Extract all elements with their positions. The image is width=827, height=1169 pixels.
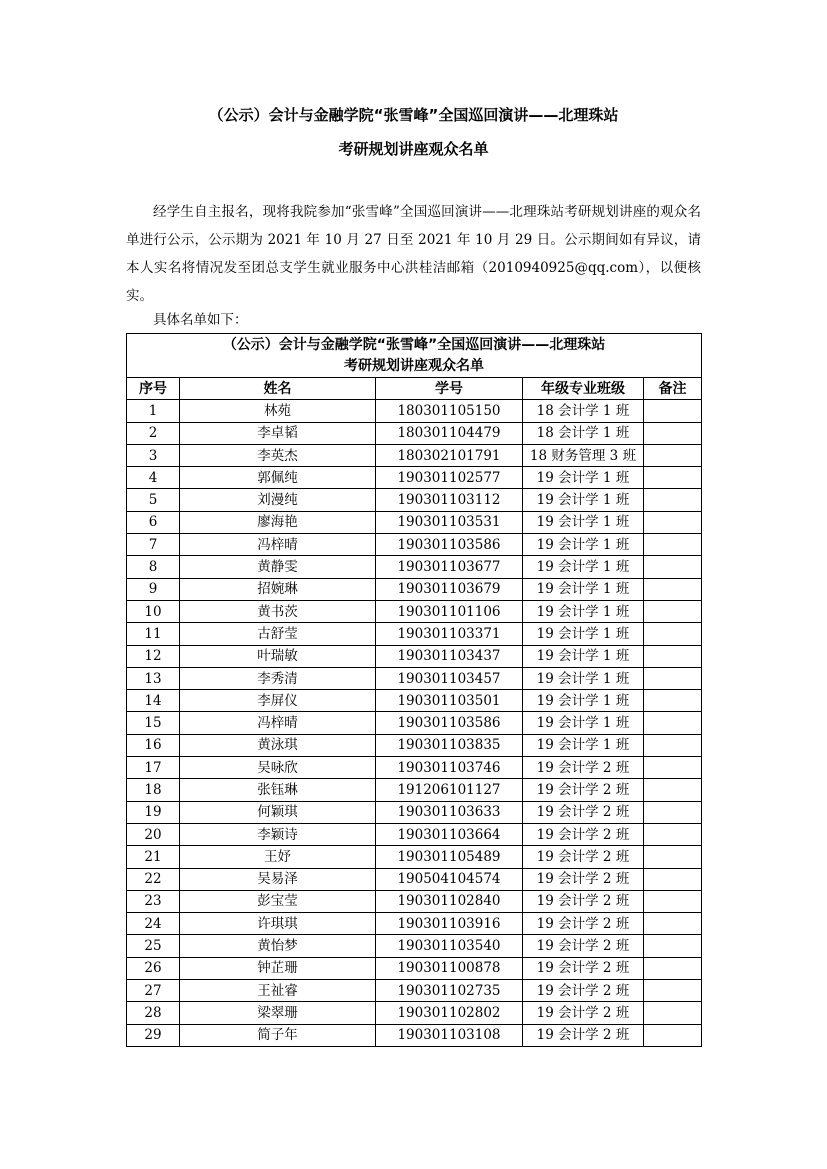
cell-note xyxy=(644,801,702,823)
cell-student-id: 190301103916 xyxy=(376,913,523,935)
intro-paragraph: 经学生自主报名，现将我院参加“张雪峰”全国巡回演讲——北理珠站考研规划讲座的观众名单进行公示，公示期为 2021 年 10 月 27 日至 2021 年 10 月 29 日。公示期间如有异议，请本人实名将情况发至团总支学生就业服务中心洪桂洁邮箱（2010940925@qq.com），以便核实。 xyxy=(126,204,701,304)
cell-note xyxy=(644,846,702,868)
cell-student-id: 190301102802 xyxy=(376,1002,523,1024)
cell-class: 19 会计学 1 班 xyxy=(523,489,644,511)
cell-no: 25 xyxy=(127,935,180,957)
cell-student-id: 190301105489 xyxy=(376,846,523,868)
cell-note xyxy=(644,712,702,734)
cell-class: 19 会计学 1 班 xyxy=(523,667,644,689)
cell-note xyxy=(644,823,702,845)
cell-name: 李英杰 xyxy=(180,444,376,466)
cell-no: 18 xyxy=(127,779,180,801)
cell-class: 18 会计学 1 班 xyxy=(523,422,644,444)
cell-student-id: 180301105150 xyxy=(376,400,523,422)
cell-name: 王祉睿 xyxy=(180,980,376,1002)
cell-no: 12 xyxy=(127,645,180,667)
cell-class: 19 会计学 2 班 xyxy=(523,823,644,845)
cell-no: 8 xyxy=(127,556,180,578)
table-row xyxy=(127,489,702,511)
cell-class: 19 会计学 2 班 xyxy=(523,846,644,868)
cell-no: 15 xyxy=(127,712,180,734)
cell-note xyxy=(644,511,702,533)
cell-no: 13 xyxy=(127,667,180,689)
cell-no: 10 xyxy=(127,600,180,622)
table-row xyxy=(127,422,702,444)
cell-note xyxy=(644,868,702,890)
cell-class: 19 会计学 1 班 xyxy=(523,600,644,622)
cell-class: 19 会计学 1 班 xyxy=(523,645,644,667)
cell-class: 19 会计学 2 班 xyxy=(523,980,644,1002)
cell-student-id: 180302101791 xyxy=(376,444,523,466)
cell-name: 李卓韬 xyxy=(180,422,376,444)
cell-note xyxy=(644,600,702,622)
cell-student-id: 180301104479 xyxy=(376,422,523,444)
header-class: 年级专业班级 xyxy=(523,378,644,400)
cell-class: 18 会计学 1 班 xyxy=(523,400,644,422)
table-title xyxy=(127,334,702,378)
cell-note xyxy=(644,890,702,912)
cell-note xyxy=(644,578,702,600)
page-subtitle: 考研规划讲座观众名单 xyxy=(338,140,489,158)
cell-name: 黄书茨 xyxy=(180,600,376,622)
cell-no: 23 xyxy=(127,890,180,912)
cell-note xyxy=(644,645,702,667)
cell-name: 黄泳琪 xyxy=(180,734,376,756)
table-row xyxy=(127,779,702,801)
cell-no: 28 xyxy=(127,1002,180,1024)
cell-class: 19 会计学 1 班 xyxy=(523,556,644,578)
cell-class: 19 会计学 1 班 xyxy=(523,712,644,734)
cell-student-id: 190301103586 xyxy=(376,534,523,556)
cell-no: 24 xyxy=(127,913,180,935)
table-row xyxy=(127,1024,702,1046)
cell-note xyxy=(644,1002,702,1024)
cell-class: 19 会计学 2 班 xyxy=(523,868,644,890)
cell-no: 17 xyxy=(127,757,180,779)
cell-name: 李秀清 xyxy=(180,667,376,689)
cell-name: 黄怡梦 xyxy=(180,935,376,957)
table-row xyxy=(127,1002,702,1024)
cell-class: 19 会计学 2 班 xyxy=(523,757,644,779)
cell-name: 郭佩纯 xyxy=(180,467,376,489)
header-no: 序号 xyxy=(127,378,180,400)
cell-note xyxy=(644,957,702,979)
table-header-row xyxy=(127,378,702,400)
cell-note xyxy=(644,935,702,957)
cell-student-id: 190301101106 xyxy=(376,600,523,622)
cell-class: 19 会计学 1 班 xyxy=(523,511,644,533)
cell-no: 5 xyxy=(127,489,180,511)
cell-no: 1 xyxy=(127,400,180,422)
table-row xyxy=(127,913,702,935)
cell-name: 许琪琪 xyxy=(180,913,376,935)
cell-note xyxy=(644,690,702,712)
cell-note xyxy=(644,667,702,689)
table-row xyxy=(127,623,702,645)
cell-name: 冯梓晴 xyxy=(180,712,376,734)
table-row xyxy=(127,801,702,823)
cell-class: 19 会计学 1 班 xyxy=(523,734,644,756)
cell-no: 6 xyxy=(127,511,180,533)
cell-student-id: 190301103540 xyxy=(376,935,523,957)
table-row xyxy=(127,511,702,533)
cell-note xyxy=(644,422,702,444)
table-row xyxy=(127,868,702,890)
table-row xyxy=(127,690,702,712)
cell-class: 19 会计学 2 班 xyxy=(523,1024,644,1046)
cell-no: 26 xyxy=(127,957,180,979)
cell-name: 钟芷珊 xyxy=(180,957,376,979)
cell-note xyxy=(644,489,702,511)
cell-name: 黄静雯 xyxy=(180,556,376,578)
cell-name: 王妤 xyxy=(180,846,376,868)
table-row xyxy=(127,556,702,578)
cell-note xyxy=(644,980,702,1002)
header-student-id: 学号 xyxy=(376,378,523,400)
cell-note xyxy=(644,534,702,556)
cell-name: 廖海艳 xyxy=(180,511,376,533)
cell-name: 彭宝莹 xyxy=(180,890,376,912)
table-row xyxy=(127,667,702,689)
table-row xyxy=(127,957,702,979)
list-intro: 具体名单如下： xyxy=(153,312,248,328)
cell-name: 冯梓晴 xyxy=(180,534,376,556)
cell-class: 19 会计学 2 班 xyxy=(523,779,644,801)
cell-student-id: 190301103112 xyxy=(376,489,523,511)
cell-student-id: 190301103501 xyxy=(376,690,523,712)
cell-student-id: 190301103437 xyxy=(376,645,523,667)
cell-student-id: 190301103677 xyxy=(376,556,523,578)
attendee-table xyxy=(126,333,702,1047)
cell-class: 19 会计学 2 班 xyxy=(523,935,644,957)
table-row xyxy=(127,823,702,845)
table-row xyxy=(127,645,702,667)
cell-note xyxy=(644,467,702,489)
cell-note xyxy=(644,779,702,801)
table-row xyxy=(127,578,702,600)
header-name: 姓名 xyxy=(180,378,376,400)
cell-class: 19 会计学 2 班 xyxy=(523,801,644,823)
cell-class: 19 会计学 2 班 xyxy=(523,890,644,912)
cell-name: 吴咏欣 xyxy=(180,757,376,779)
cell-name: 刘漫纯 xyxy=(180,489,376,511)
header-note: 备注 xyxy=(644,378,702,400)
cell-name: 李颖诗 xyxy=(180,823,376,845)
cell-class: 19 会计学 1 班 xyxy=(523,578,644,600)
table-row xyxy=(127,534,702,556)
cell-class: 19 会计学 2 班 xyxy=(523,1002,644,1024)
page-title: （公示）会计与金融学院“张雪峰”全国巡回演讲——北理珠站 xyxy=(208,106,619,124)
cell-student-id: 190301103664 xyxy=(376,823,523,845)
cell-name: 叶瑞敏 xyxy=(180,645,376,667)
cell-note xyxy=(644,444,702,466)
cell-no: 20 xyxy=(127,823,180,845)
cell-no: 7 xyxy=(127,534,180,556)
cell-student-id: 190301102577 xyxy=(376,467,523,489)
cell-name: 简子年 xyxy=(180,1024,376,1046)
cell-student-id: 190301103746 xyxy=(376,757,523,779)
table-row xyxy=(127,846,702,868)
cell-no: 14 xyxy=(127,690,180,712)
cell-class: 18 财务管理 3 班 xyxy=(523,444,644,466)
cell-student-id: 190301103633 xyxy=(376,801,523,823)
cell-name: 梁翠珊 xyxy=(180,1002,376,1024)
cell-student-id: 190301103108 xyxy=(376,1024,523,1046)
cell-class: 19 会计学 1 班 xyxy=(523,690,644,712)
cell-name: 李屏仪 xyxy=(180,690,376,712)
cell-note xyxy=(644,734,702,756)
table-title-row xyxy=(127,334,702,378)
cell-student-id: 191206101127 xyxy=(376,779,523,801)
cell-note xyxy=(644,400,702,422)
cell-student-id: 190301103457 xyxy=(376,667,523,689)
cell-no: 21 xyxy=(127,846,180,868)
table-row xyxy=(127,980,702,1002)
cell-name: 林苑 xyxy=(180,400,376,422)
cell-no: 2 xyxy=(127,422,180,444)
cell-student-id: 190301103531 xyxy=(376,511,523,533)
table-title-line-2: 考研规划讲座观众名单 xyxy=(344,357,485,374)
table-row xyxy=(127,444,702,466)
table-row xyxy=(127,400,702,422)
cell-note xyxy=(644,757,702,779)
table-row xyxy=(127,600,702,622)
cell-class: 19 会计学 2 班 xyxy=(523,913,644,935)
table-row xyxy=(127,712,702,734)
cell-student-id: 190301100878 xyxy=(376,957,523,979)
table-row xyxy=(127,935,702,957)
cell-student-id: 190301103586 xyxy=(376,712,523,734)
cell-student-id: 190301103679 xyxy=(376,578,523,600)
cell-name: 何颖琪 xyxy=(180,801,376,823)
table-row xyxy=(127,734,702,756)
cell-student-id: 190301103835 xyxy=(376,734,523,756)
table-body xyxy=(127,400,702,1047)
cell-no: 11 xyxy=(127,623,180,645)
cell-class: 19 会计学 1 班 xyxy=(523,623,644,645)
cell-no: 19 xyxy=(127,801,180,823)
cell-no: 27 xyxy=(127,980,180,1002)
cell-class: 19 会计学 1 班 xyxy=(523,467,644,489)
cell-student-id: 190301102735 xyxy=(376,980,523,1002)
cell-student-id: 190301102840 xyxy=(376,890,523,912)
cell-no: 3 xyxy=(127,444,180,466)
cell-class: 19 会计学 1 班 xyxy=(523,534,644,556)
cell-no: 22 xyxy=(127,868,180,890)
table-title-line-1: （公示）会计与金融学院“张雪峰”全国巡回演讲——北理珠站 xyxy=(222,336,606,353)
cell-no: 16 xyxy=(127,734,180,756)
table-row xyxy=(127,757,702,779)
cell-note xyxy=(644,913,702,935)
cell-name: 古舒莹 xyxy=(180,623,376,645)
cell-name: 吴易泽 xyxy=(180,868,376,890)
cell-note xyxy=(644,1024,702,1046)
cell-note xyxy=(644,623,702,645)
cell-no: 29 xyxy=(127,1024,180,1046)
cell-name: 招婉琳 xyxy=(180,578,376,600)
cell-no: 4 xyxy=(127,467,180,489)
cell-student-id: 190301103371 xyxy=(376,623,523,645)
table-row xyxy=(127,467,702,489)
cell-note xyxy=(644,556,702,578)
cell-student-id: 190504104574 xyxy=(376,868,523,890)
cell-class: 19 会计学 2 班 xyxy=(523,957,644,979)
table-row xyxy=(127,890,702,912)
cell-name: 张钰琳 xyxy=(180,779,376,801)
cell-no: 9 xyxy=(127,578,180,600)
